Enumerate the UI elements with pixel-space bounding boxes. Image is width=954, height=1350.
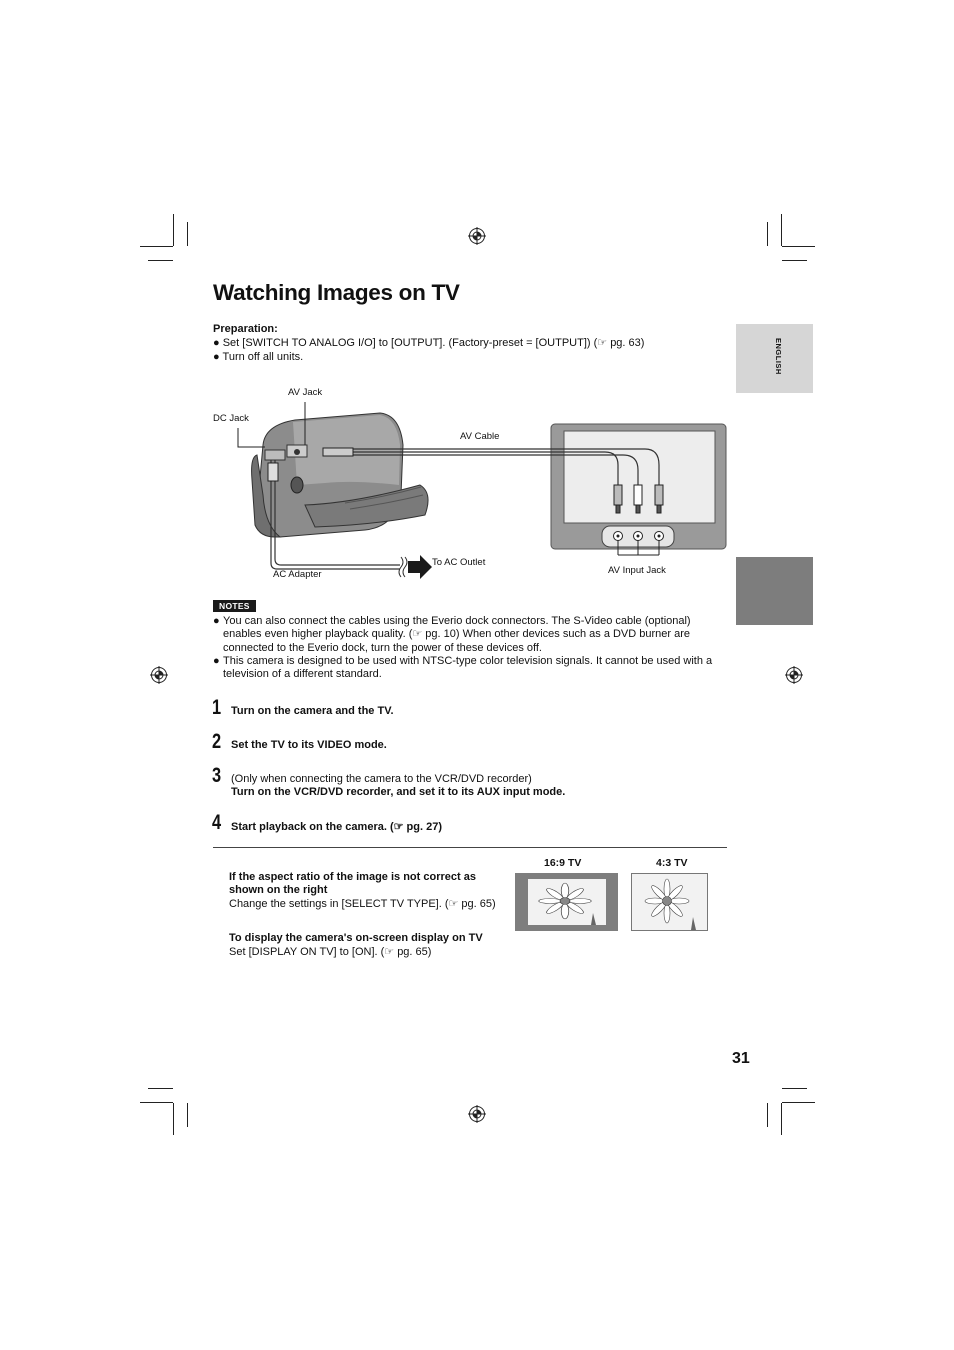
preparation-item: ● Set [SWITCH TO ANALOG I/O] to [OUTPUT]. (Factory-preset = [OUTPUT]) (☞ pg. 63) — [213, 337, 645, 349]
registration-mark-icon — [785, 666, 803, 684]
crop-mark — [148, 1088, 173, 1089]
av-input-jack-label: AV Input Jack — [608, 565, 666, 576]
crop-mark — [767, 1103, 768, 1127]
registration-mark-icon — [150, 666, 168, 684]
crop-mark — [782, 1102, 815, 1103]
tip-on-screen-display — [229, 932, 509, 959]
notes-badge: NOTES — [213, 600, 256, 612]
crop-mark — [140, 1102, 173, 1103]
registration-mark-icon — [468, 227, 486, 245]
step-text: Turn on the camera and the TV. — [231, 705, 394, 717]
wide-tv-label: 16:9 TV — [544, 857, 582, 869]
ac-adapter-label: AC Adapter — [273, 569, 322, 580]
step-number: 3 — [212, 764, 222, 787]
step-number: 4 — [212, 811, 222, 834]
page-number: 31 — [732, 1050, 750, 1067]
step-number: 2 — [212, 730, 222, 753]
crop-mark — [781, 1103, 782, 1135]
dc-plug — [268, 463, 278, 481]
page-title: Watching Images on TV — [213, 280, 460, 305]
step-text: Turn on the VCR/DVD recorder, and set it to its AUX input mode. — [231, 786, 566, 798]
standard-tv-label: 4:3 TV — [656, 857, 688, 869]
tip-body: Set [DISPLAY ON TV] to [ON]. (☞ pg. 65) — [229, 946, 432, 958]
note-item: ● You can also connect the cables using the Everio dock connectors. The S-Video cable (optional) enables even higher playback quality. (☞ pg. 10) When other devices such as a DVD burner are connected to the Everio dock, turn the power of these devices off. — [213, 615, 691, 654]
step-text: Start playback on the camera. (☞ pg. 27) — [231, 821, 442, 833]
crop-mark — [173, 214, 174, 246]
registration-mark-icon — [468, 1105, 486, 1123]
step-note: (Only when connecting the camera to the VCR/DVD recorder) — [231, 773, 532, 785]
camera-av-plug — [323, 448, 353, 456]
language-tab — [736, 324, 813, 393]
crop-mark — [782, 260, 807, 261]
crop-mark — [782, 246, 815, 247]
wide-tv-flower-image — [515, 873, 618, 931]
note-item: ● This camera is designed to be used with NTSC-type color television signals. It cannot be used with a television of a different standard. — [213, 655, 713, 681]
preparation-item: ● Turn off all units. — [213, 351, 304, 363]
av-cable-label: AV Cable — [460, 431, 500, 442]
dc-jack-label: DC Jack — [213, 413, 249, 424]
crop-mark — [781, 214, 782, 246]
crop-mark — [782, 1088, 807, 1089]
crop-mark — [140, 246, 173, 247]
tip-body: Change the settings in [SELECT TV TYPE]. (☞ pg. 65) — [229, 898, 496, 910]
crop-mark — [187, 222, 188, 246]
tip-heading: If the aspect ratio of the image is not correct as shown on the right — [229, 871, 476, 896]
section-marker — [736, 557, 813, 625]
tip-aspect-ratio — [229, 871, 509, 911]
arrow-right-icon — [408, 555, 432, 579]
crop-mark — [148, 260, 173, 261]
standard-tv-flower-image — [631, 873, 708, 931]
step-number: 1 — [212, 696, 222, 719]
crop-mark — [187, 1103, 188, 1127]
divider — [213, 847, 727, 848]
tip-heading: To display the camera's on-screen display on TV — [229, 932, 483, 944]
av-jack-label: AV Jack — [288, 387, 323, 398]
preparation-label: Preparation: — [213, 323, 278, 335]
language-tab-label: ENGLISH — [774, 338, 783, 375]
to-ac-outlet-label: To AC Outlet — [432, 557, 486, 568]
crop-mark — [767, 222, 768, 246]
step-text: Set the TV to its VIDEO mode. — [231, 739, 387, 751]
crop-mark — [173, 1103, 174, 1135]
